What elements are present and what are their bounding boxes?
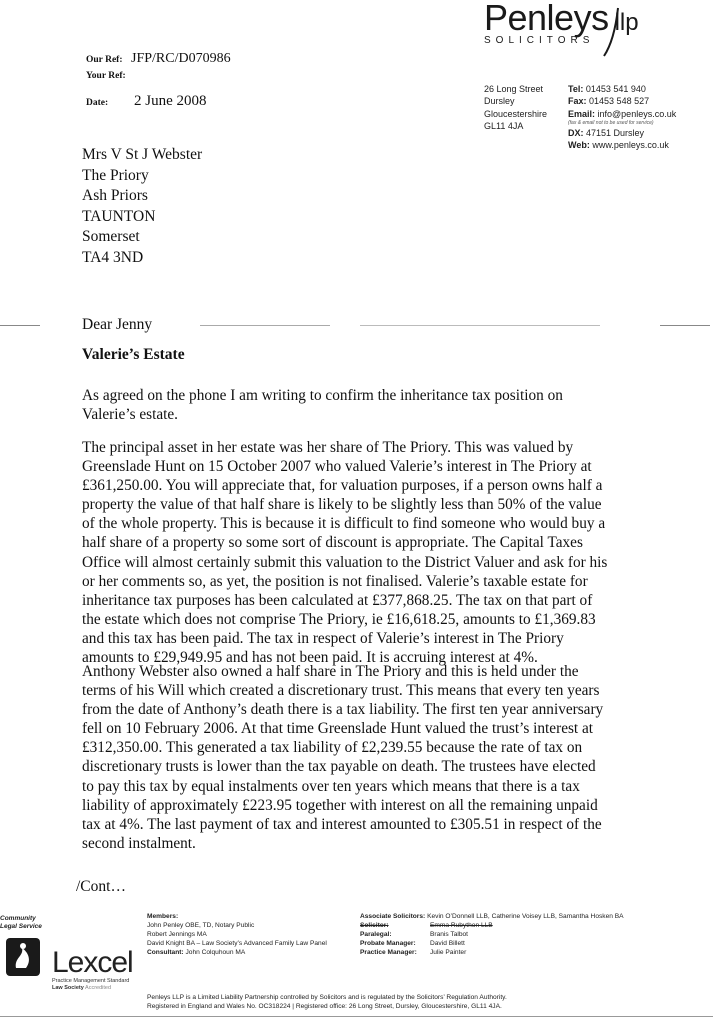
contact-value: 01453 548 527 xyxy=(589,96,650,107)
member-name: John Penley OBE, TD, Notary Public xyxy=(147,922,255,929)
recipient-line: The Priory xyxy=(82,166,149,184)
scan-mark xyxy=(660,325,710,326)
continuation-marker: /Cont… xyxy=(76,878,126,895)
lexcel-law-society: Law Society xyxy=(52,985,84,991)
legal-line: Penleys LLP is a Limited Liability Partnership controlled by Solicitors and is regulated by the Solicitors’ Regulation Authority. xyxy=(147,994,507,1001)
firm-suffix: llp xyxy=(614,9,639,36)
text-line: tax at 4%. The last payment of tax and interest amounted to £305.51 in respect of the xyxy=(82,815,602,833)
consultant-name: John Colquhoun MA xyxy=(185,949,246,956)
members-label: Members: xyxy=(147,913,179,920)
lexcel-sub-2 xyxy=(52,985,133,992)
contact-label: Email: xyxy=(568,108,596,119)
solicitor-name: Emma Rubython LLB xyxy=(430,922,493,929)
text-line: and this tax has been paid. The tax in respect of Valerie’s interest in The Priory xyxy=(82,629,564,647)
practice-label: Practice Manager: xyxy=(360,949,417,956)
contact-label: DX: xyxy=(568,127,584,138)
date-row xyxy=(86,92,207,110)
contact-tel xyxy=(568,83,703,95)
community-legal-service-icon xyxy=(6,938,40,976)
text-line: liability of approximately £223.95 together with interest on all the remaining unpaid xyxy=(82,796,598,814)
recipient-line: Somerset xyxy=(82,228,140,245)
scan-edge xyxy=(0,1016,713,1017)
contact-value: 01453 541 940 xyxy=(585,84,646,94)
lexcel-wordmark: Lexcel xyxy=(52,946,133,979)
footer-legal xyxy=(147,993,667,1011)
text-line: half share of a property so some sort of discount is appropriate. The Capital Taxes xyxy=(82,534,583,552)
firm-name: Penleys xyxy=(484,0,609,38)
recipient-line: TAUNTON xyxy=(82,207,156,225)
recipient-line: TA4 3ND xyxy=(82,248,144,266)
lexcel-logo xyxy=(52,948,133,992)
lexcel-sub-1: Practice Management Standard xyxy=(52,978,130,984)
contact-label: Web: xyxy=(568,140,590,151)
paragraph-1 xyxy=(82,386,622,424)
our-ref-label: Our Ref: xyxy=(86,55,123,65)
assoc-row xyxy=(360,912,705,921)
subject-heading: Valerie’s Estate xyxy=(82,346,185,363)
logo-swash-icon xyxy=(602,6,620,58)
date-label: Date: xyxy=(86,98,109,108)
text-line: Office will almost certainly submit this valuation to the District Valuer and ask for his xyxy=(82,553,608,571)
text-line: of the whole property. This is because it is difficult to find someone who would buy a xyxy=(82,515,606,533)
recipient-line: Ash Priors xyxy=(82,187,148,204)
salutation: Dear Jenny xyxy=(82,316,153,333)
your-ref-row xyxy=(86,67,231,83)
probate-label: Probate Manager: xyxy=(360,940,416,947)
text-line: terms of his Will which created a discretionary trust. This means that every ten years xyxy=(82,682,600,700)
text-line: property the value of that half share is likely to be slightly less than 50% of the value xyxy=(82,496,602,514)
text-line: the estate which does not comprise The Priory, ie £16,618.25, amounts to £1,369.83 xyxy=(82,610,596,628)
paralegal-label: Paralegal: xyxy=(360,931,392,938)
text-line: inheritance tax purposes has been calculated at £377,868.25. The tax on that part of xyxy=(82,591,593,609)
paralegal-name: Branis Talbot xyxy=(430,931,468,938)
text-line: £312,350.00. This generated a tax liability of £2,239.55 because the rate of tax on xyxy=(82,739,583,757)
firm-sub: SOLICITORS xyxy=(484,35,595,46)
address-line: GL11 4JA xyxy=(484,120,524,131)
member-name: Robert Jennings MA xyxy=(147,931,207,938)
text-line: Valerie’s estate. xyxy=(82,406,178,424)
text-line: from the date of Anthony’s death there is a tax liability. The first ten year anniversary xyxy=(82,701,604,719)
paragraph-3 xyxy=(82,662,622,853)
solicitor-row xyxy=(360,921,705,930)
contact-value: info@penleys.co.uk xyxy=(597,108,677,119)
lexcel-accredited: Accredited xyxy=(85,985,112,991)
firm-logo xyxy=(484,0,694,52)
solicitor-label: Solicitor: xyxy=(360,922,389,929)
firm-address xyxy=(484,83,547,132)
your-ref-label: Your Ref: xyxy=(86,71,126,81)
text-line: As agreed on the phone I am writing to confirm the inheritance tax position on xyxy=(82,387,563,404)
assoc-label: Associate Solicitors: xyxy=(360,913,426,920)
contact-label: Tel: xyxy=(568,84,584,94)
contact-value: 47151 Dursley xyxy=(586,127,645,138)
contact-fax xyxy=(568,95,703,107)
paragraph-2 xyxy=(82,438,622,667)
footer-staff xyxy=(360,912,705,957)
date-value: 2 June 2008 xyxy=(134,93,207,109)
member-name: David Knight BA – Law Society’s Advanced Family Law Panel xyxy=(147,940,327,947)
text-line: to pay this tax by equal instalments over ten years which means that there is a tax xyxy=(82,777,580,795)
scan-mark xyxy=(200,325,330,326)
paralegal-row xyxy=(360,930,705,939)
recipient-address xyxy=(82,145,202,268)
contact-value: www.penleys.co.uk xyxy=(592,140,669,151)
address-line: 26 Long Street xyxy=(484,84,544,94)
community-legal-service: Community Legal Service xyxy=(0,915,42,930)
contact-dx xyxy=(568,127,703,139)
practice-name: Julie Painter xyxy=(430,949,467,956)
scan-mark xyxy=(0,325,40,326)
text-line: £361,250.00. You will appreciate that, for valuation purposes, if a person owns half a xyxy=(82,477,603,495)
reference-block xyxy=(86,51,231,83)
contact-email xyxy=(568,108,703,120)
text-line: Greenslade Hunt on 15 October 2007 who valued Valerie’s interest in The Priory at xyxy=(82,458,592,476)
legal-line: Registered in England and Wales No. OC318224 | Registered office: 26 Long Street, Dursley, Gloucestershire, GL11 4JA. xyxy=(147,1003,502,1010)
consultant-label: Consultant: xyxy=(147,949,184,956)
probate-name: David Billett xyxy=(430,940,465,947)
assoc-names: Kevin O’Donnell LLB, Catherine Voisey LLB, Samantha Hosken BA xyxy=(427,913,624,920)
address-line: Dursley xyxy=(484,96,515,107)
recipient-line: Mrs V St J Webster xyxy=(82,146,203,163)
text-line: fell on 10 February 2006. At that time Greenslade Hunt valued the trust’s interest at xyxy=(82,720,594,738)
scan-mark xyxy=(360,325,600,326)
text-line: or her comments so, as yet, the position is not finalised. Valerie’s taxable estate for xyxy=(82,572,588,590)
contact-label: Fax: xyxy=(568,96,587,107)
address-line: Gloucestershire xyxy=(484,108,548,119)
text-line: amounts to £29,949.95 and has not been paid. It is accruing interest at 4%. xyxy=(82,649,538,667)
consultant-row xyxy=(147,948,337,957)
footer-members xyxy=(147,912,337,957)
text-line: second instalment. xyxy=(82,834,196,852)
our-ref-row xyxy=(86,51,231,67)
contact-note: (fax & email not to be used for service) xyxy=(568,119,654,126)
text-line: Anthony Webster also owned a half share in The Priory and this is held under the xyxy=(82,663,579,680)
practice-row xyxy=(360,948,705,957)
probate-row xyxy=(360,939,705,948)
contact-web xyxy=(568,139,703,151)
our-ref-value: JFP/RC/D070986 xyxy=(131,51,231,66)
text-line: discretionary trusts is lower than the tax payable on death. The trustees have elected xyxy=(82,758,596,776)
firm-contacts xyxy=(568,83,703,151)
text-line: The principal asset in her estate was her share of The Priory. This was valued by xyxy=(82,439,574,456)
